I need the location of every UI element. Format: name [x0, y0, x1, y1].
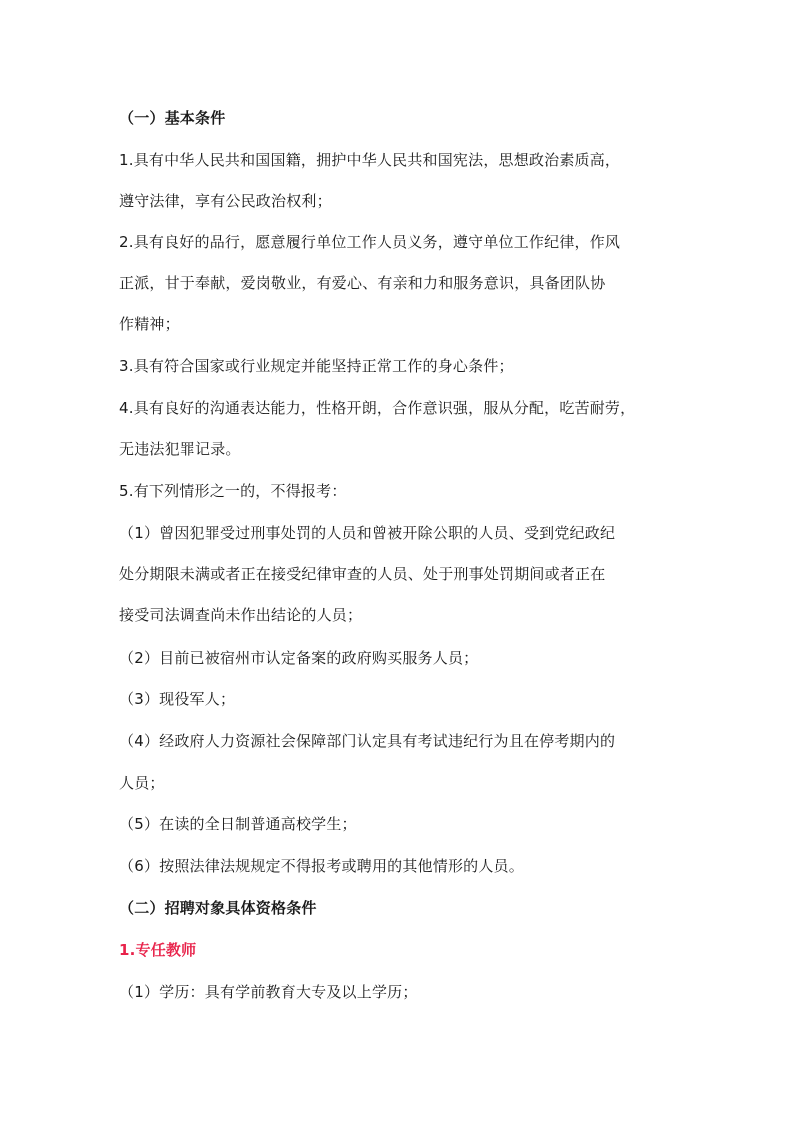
paragraph-line: 5.有下列情形之一的，不得报考：: [119, 482, 347, 500]
paragraph-line: （4）经政府人力资源社会保障部门认定具有考试违纪行为且在停考期内的: [119, 732, 616, 750]
paragraph-line: 2.具有良好的品行，愿意履行单位工作人员义务，遵守单位工作纪律，作风: [119, 233, 621, 251]
paragraph-line: 无违法犯罪记录。: [119, 440, 241, 458]
paragraph-line: 1.具有中华人民共和国国籍，拥护中华人民共和国宪法，思想政治素质高，: [119, 151, 621, 169]
paragraph-line: 人员；: [119, 774, 165, 792]
paragraph-line: 处分期限未满或者正在接受纪律审查的人员、处于刑事处罚期间或者正在: [119, 565, 606, 583]
paragraph-line: 遵守法律，享有公民政治权利；: [119, 192, 332, 210]
paragraph-line: 正派，甘于奉献，爱岗敬业，有爱心、有亲和力和服务意识，具备团队协: [119, 274, 606, 292]
section-heading-basic-conditions: （一）基本条件: [119, 109, 226, 127]
paragraph-line: 作精神；: [119, 315, 180, 333]
paragraph-line: 3.具有符合国家或行业规定并能坚持正常工作的身心条件；: [119, 357, 514, 375]
paragraph-line: （3）现役军人；: [119, 690, 236, 708]
paragraph-line: （5）在读的全日制普通高校学生；: [119, 815, 357, 833]
paragraph-line: （1）曾因犯罪受过刑事处罚的人员和曾被开除公职的人员、受到党纪政纪: [119, 524, 616, 542]
paragraph-line: （2）目前已被宿州市认定备案的政府购买服务人员；: [119, 649, 479, 667]
paragraph-line: （1）学历：具有学前教育大专及以上学历；: [119, 983, 418, 1001]
section-heading-specific-qualifications: （二）招聘对象具体资格条件: [119, 899, 317, 917]
paragraph-line: 接受司法调查尚未作出结论的人员；: [119, 606, 363, 624]
subheading-full-time-teacher: 1.专任教师: [119, 941, 197, 959]
paragraph-line: 4.具有良好的沟通表达能力，性格开朗，合作意识强，服从分配，吃苦耐劳，: [119, 399, 636, 417]
paragraph-line: （6）按照法律法规规定不得报考或聘用的其他情形的人员。: [119, 857, 524, 875]
